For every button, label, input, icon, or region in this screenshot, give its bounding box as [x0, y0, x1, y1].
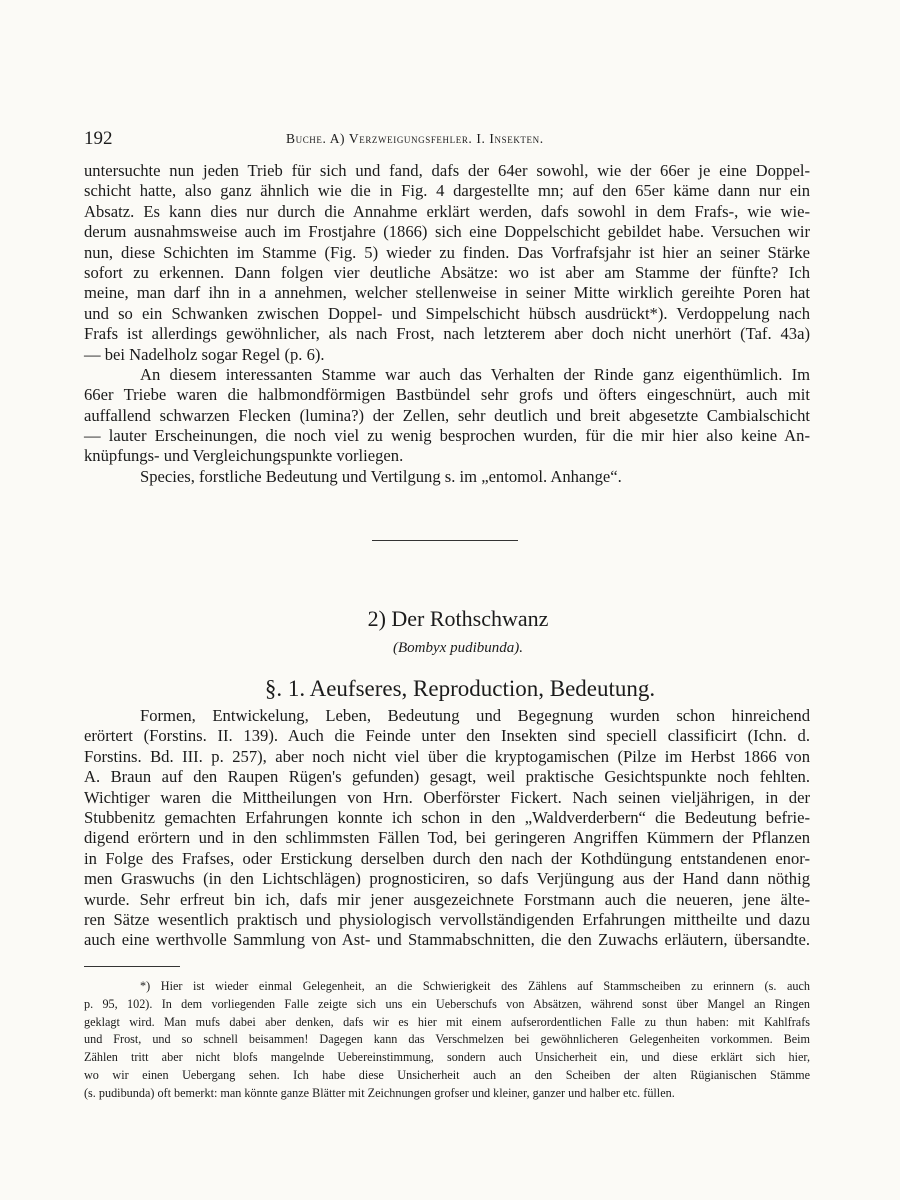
text-line: 66er Triebe waren die halbmondförmigen Bastbündel sehr grofs und öfters eingeschnürt, auch mit	[84, 385, 810, 405]
text-line: und so ein Schwanken zwischen Doppel- und Simpelschicht hübsch ausdrückt*). Verdoppelung nach	[84, 303, 810, 323]
text-line: schicht hatte, also ganz ähnlich wie die in Fig. 4 dargestellte mn; auf den 65er käme dann nur ein	[84, 181, 810, 201]
text-line: — bei Nadelholz sogar Regel (p. 6).	[84, 344, 325, 364]
section-title: 2) Der Rothschwanz	[367, 606, 549, 631]
text-line: — lauter Erscheinungen, die noch viel zu wenig besprochen wurden, für die mir hier also keine An-	[84, 426, 810, 446]
section-subtitle: (Bombyx pudibunda).	[393, 640, 523, 656]
paragraph-block-2	[84, 706, 810, 951]
page-number: 192	[84, 128, 113, 149]
text-line: Formen, Entwickelung, Leben, Bedeutung und Begegnung wurden schon hinreichend	[140, 706, 810, 725]
paragraph-block-1	[84, 161, 810, 487]
text-line: in Folge des Frafses, oder Erstickung derselben durch den nach der Kothdüngung entstandenen enor-	[84, 848, 810, 868]
text-line: auch eine werthvolle Sammlung von Ast- und Stammabschnitten, die den Zuwachs erläutern, übersandte.	[84, 930, 810, 950]
text-line: nun, diese Schichten im Stamme (Fig. 5) wieder zu finden. Das Vorfrafsjahr ist hier an seiner Stärke	[84, 242, 810, 262]
text-line: untersuchte nun jeden Trieb für sich und fand, dafs der 64er sowohl, wie der 66er je eine Doppel-	[84, 161, 810, 180]
text-line: sofort zu erkennen. Dann folgen vier deutliche Absätze: wo ist aber am Stamme der fünfte? Ich	[84, 262, 810, 282]
text-line: Species, forstliche Bedeutung und Vertilgung s. im „entomol. Anhange“.	[140, 466, 622, 486]
text-line: Wichtiger waren die Mittheilungen von Hrn. Oberförster Fickert. Nach seinen vieljährigen, in der	[84, 787, 810, 807]
footnote-line: *) Hier ist wieder einmal Gelegenheit, an die Schwierigkeit des Zählens auf Stammscheiben zu erinnern (s. auch	[140, 979, 810, 993]
text-line: ren Sätze wesentlich praktisch und physiologisch vervollständigenden Erfahrungen mittheilte und dazu	[84, 909, 810, 929]
text-line: wurde. Sehr erfreut bin ich, dafs mir jener ausgezeichnete Forstmann auch die neueren, jene älte-	[84, 889, 810, 909]
footnote-line: p. 95, 102). In dem vorliegenden Falle zeigte sich uns ein Ueberschufs von Absätzen, während sonst über Mangel an Ringen	[84, 996, 810, 1011]
footnote-rule	[84, 966, 180, 967]
text-line: erörtert (Forstins. II. 139). Auch die Feinde unter den Insekten sind speciell classificirt (Ichn. d.	[84, 726, 810, 746]
footnote-block	[84, 978, 810, 1103]
text-line: Stubbenitz gemachten Erfahrungen konnte ich schon in den „Waldverderbern“ die Bedeutung befrie-	[84, 807, 810, 827]
footnote-line: und Frost, und so schnell beisammen! Dagegen kann das Verschmelzen bei gewöhnlicheren Gelegenheiten vorkommen. Beim	[84, 1032, 810, 1047]
text-line: An diesem interessanten Stamme war auch das Verhalten der Rinde ganz eigenthümlich. Im	[140, 364, 810, 384]
text-line: auffallend schwarzen Flecken (lumina?) der Zellen, sehr deutlich und breit abgesetzte Cambialschicht	[84, 405, 810, 425]
text-line: Absatz. Es kann dies nur durch die Annahme erklärt werden, dafs sowohl in dem Frafs-, wie wie-	[84, 201, 810, 221]
text-line: men Graswuchs (in den Lichtschlägen) prognosticiren, so dafs Verjüngung aus der Hand dann nöthig	[84, 869, 810, 889]
paragraph-title: §. 1. Aeufseres, Reproduction, Bedeutung.	[264, 676, 656, 701]
footnote-line: Zählen tritt aber nicht blofs mangelnde Uebereinstimmung, sondern auch Unsicherheit ein, und diese erklärt sich hier,	[84, 1050, 810, 1065]
text-line: digend erörtern und in den schlimmsten Fällen Tod, bei geringeren Angriffen Kümmern der Pflanzen	[84, 828, 810, 848]
page-header	[84, 128, 810, 150]
footnote-line: wo wir einen Uebergang sehen. Ich habe diese Unsicherheit auch an den Scheiben der alten Rügianischen Stämme	[84, 1067, 810, 1082]
footnote-line: (s. pudibunda) oft bemerkt: man könnte ganze Blätter mit Zeichnungen grofser und kleiner, ganzer und halber etc. füllen.	[84, 1085, 675, 1100]
running-head: Buche. A) Verzweigungsfehler. I. Insekten.	[286, 131, 544, 146]
text-line: meine, man darf ihn in a annehmen, welcher stellenweise in seiner Mitte wirklich gereihte Poren hat	[84, 283, 810, 303]
text-line: Frafs ist allerdings gewöhnlicher, als nach Frost, nach letzterem aber doch nicht unerhört (Taf. 43a)	[84, 324, 810, 344]
text-line: Forstins. Bd. III. p. 257), aber noch nicht viel über die kryptogamischen (Pilze im Herbst 1866 von	[84, 746, 810, 766]
text-line: derum ausnahmsweise auch im Frostjahre (1866) sich eine Doppelschicht gebildet habe. Versuchen wir	[84, 222, 810, 242]
footnote-line: geklagt wird. Man mufs dabei aber denken, dafs wir es hier mit einem aufserordentlichen Falle zu thun haben: mit Kahlfrafs	[84, 1014, 810, 1029]
text-line: knüpfungs- und Vergleichungspunkte vorliegen.	[84, 446, 404, 466]
text-line: A. Braun auf den Raupen Rügen's gefunden) gesagt, weil praktische Gesichtspunkte noch fehlten.	[84, 767, 810, 787]
section-divider	[372, 540, 518, 541]
